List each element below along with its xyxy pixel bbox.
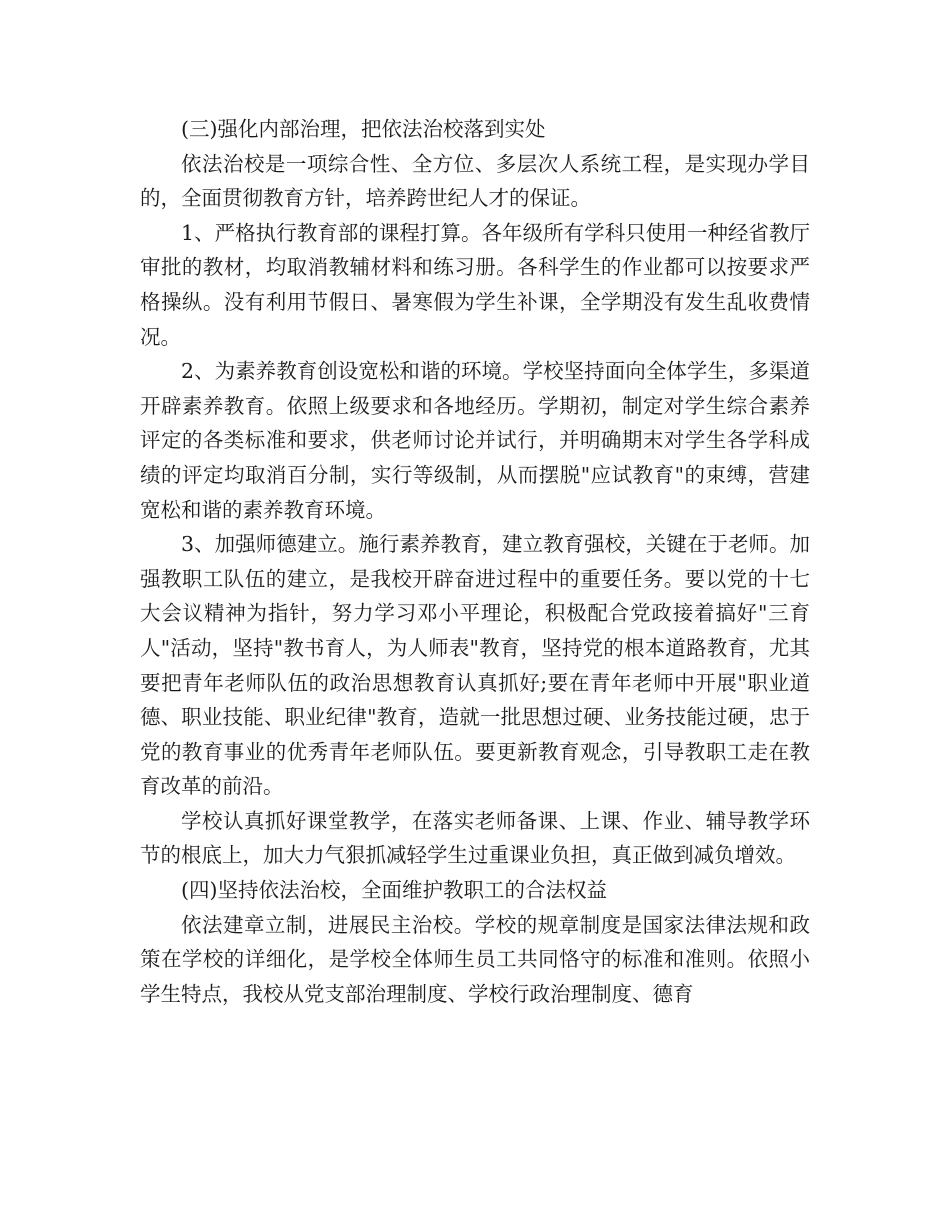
paragraph-item-2: 2、为素养教育创设宽松和谐的环境。学校坚持面向全体学生，多渠道开辟素养教育。依照上级要求和各地经历。学期初，制定对学生综合素养评定的各类标准和要求，供老师讨论并试行，并明确期末对学生各学科成绩的评定均取消百分制，实行等级制，从而摆脱"应试教育"的束缚，营建宽松和谐的素养教育环境。 <box>140 359 810 522</box>
document-page <box>140 112 810 1011</box>
paragraph-item-3: 3、加强师德建立。施行素养教育，建立教育强校，关键在于老师。加强教职工队伍的建立，是我校开辟奋进过程中的重要任务。要以党的十七大会议精神为指针，努力学习邓小平理论，积极配合党政接着搞好"三育人"活动，坚持"教书育人，为人师表"教育，坚持党的根本道路教育，尤其要把青年老师队伍的政治思想教育认真抓好;要在青年老师中开展"职业道德、职业技能、职业纪律"教育，造就一批思想过硬、业务技能过硬，忠于党的教育事业的优秀青年老师队伍。要更新教育观念，引导教职工走在教育改革的前沿。 <box>140 532 810 799</box>
paragraph-intro: 依法治校是一项综合性、全方位、多层次人系统工程，是实现办学目的，全面贯彻教育方针，培养跨世纪人才的保证。 <box>140 151 810 211</box>
section-heading-3: (三)强化内部治理，把依法治校落到实处 <box>181 117 546 141</box>
paragraph-classroom: 学校认真抓好课堂教学，在落实老师备课、上课、作业、辅导教学环节的根底上，加大力气狠抓减轻学生过重课业负担，真正做到减负增效。 <box>140 808 810 868</box>
section-heading-4: (四)坚持依法治校，全面维护教职工的合法权益 <box>181 878 607 903</box>
paragraph-item-1: 1、严格执行教育部的课程打算。各年级所有学科只使用一种经省教厅审批的教材，均取消教辅材料和练习册。各科学生的作业都可以按要求严格操纵。没有利用节假日、暑寒假为学生补课，全学期没有发生乱收费情况。 <box>140 220 810 349</box>
paragraph-rules: 依法建章立制，进展民主治校。学校的规章制度是国家法律法规和政策在学校的详细化，是学校全体师生员工共同恪守的标准和准则。依照小学生特点，我校从党支部治理制度、学校行政治理制度、德育 <box>140 912 810 1006</box>
